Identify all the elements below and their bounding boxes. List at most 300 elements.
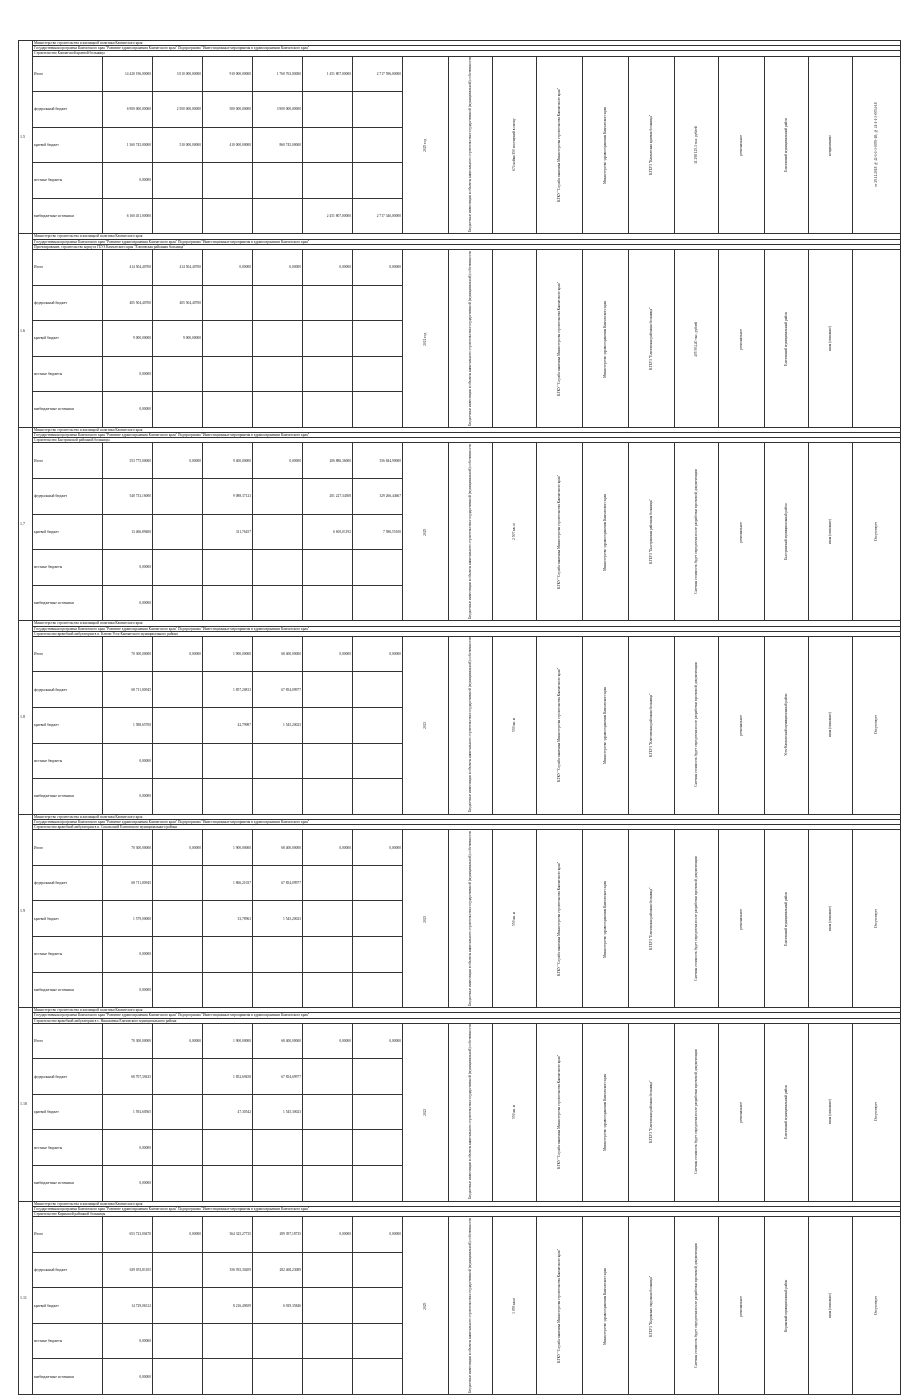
block-header-line: Строительство Корякской районной больницы xyxy=(33,1212,901,1217)
funding-amount xyxy=(253,1323,303,1359)
attribute-f8: Елизовский муниципальный район xyxy=(765,250,809,428)
funding-source: внебюджетные источники xyxy=(33,1166,103,1202)
funding-source: краевой бюджет xyxy=(33,514,103,550)
funding-amount xyxy=(353,901,403,937)
attribute-f3: КГКУ "Служба заказчика Министерства строительства Камчатского края" xyxy=(537,250,583,428)
funding-amount xyxy=(153,937,203,973)
funding-amount: 206 886,36000 xyxy=(303,443,353,479)
attribute-f5: КГБУЗ "Корякская окружная больница" xyxy=(629,1217,675,1395)
block-header-line: Министерство строительства и жилищной политики Камчатского края xyxy=(33,41,901,46)
funding-amount xyxy=(303,1166,353,1202)
funding-amount xyxy=(303,1130,353,1166)
funding-amount: 1 900,00000 xyxy=(203,830,253,866)
funding-amount xyxy=(303,392,353,428)
block-index: 1.7 xyxy=(19,427,33,620)
funding-amount: 1 852,69458 xyxy=(203,1059,253,1095)
funding-amount: 639 053,81105 xyxy=(103,1252,153,1288)
funding-amount xyxy=(303,550,353,586)
funding-amount xyxy=(303,937,353,973)
attribute-f7: региональное xyxy=(719,1023,765,1201)
funding-amount xyxy=(353,356,403,392)
funding-row xyxy=(19,636,901,672)
funding-amount xyxy=(303,865,353,901)
attribute-f3: КГКУ "Служба заказчика Министерства строительства Камчатского края" xyxy=(537,636,583,814)
funding-amount xyxy=(153,1166,203,1202)
funding-amount: 910 000,00000 xyxy=(203,56,253,92)
funding-amount xyxy=(353,1059,403,1095)
funding-amount: 0,00000 xyxy=(253,443,303,479)
attribute-f1: Бюджетные инвестиции в объекты капитального строительства государственной (муниципальной) собственности xyxy=(449,1023,493,1201)
funding-amount: 68 400,00000 xyxy=(253,1023,303,1059)
block-header-line: Строительство врачебной амбулатории в с. Николаевка Елизовского муниципального района xyxy=(33,1018,901,1023)
funding-amount xyxy=(353,708,403,744)
attribute-f10: от 29.11.2018 № 41-1-1-3-0055-18; № 41-1-1-3-0054-18 xyxy=(853,56,901,234)
attribute-f8: Быстринский муниципальный район xyxy=(765,443,809,621)
attribute-f8: Корякский муниципальный район xyxy=(765,1217,809,1395)
funding-amount xyxy=(253,198,303,234)
funding-amount: 8 216,49659 xyxy=(203,1288,253,1324)
funding-amount xyxy=(153,392,203,428)
funding-row xyxy=(19,830,901,866)
funding-amount: 9 088,37123 xyxy=(203,479,253,515)
funding-amount: 0,00000 xyxy=(103,779,153,815)
funding-amount xyxy=(353,1166,403,1202)
block-header-line: Строительство врачебной амбулатории в п. Сокольский Елизовского муниципального района xyxy=(33,825,901,830)
attribute-f1: Бюджетные инвестиции в объекты капитального строительства государственной (муниципальной) собственности xyxy=(449,443,493,621)
funding-amount: 1 900,00000 xyxy=(203,1023,253,1059)
attribute-f4: Министерство здравоохранения Камчатского края xyxy=(583,56,629,234)
attribute-year: 2023 xyxy=(403,636,449,814)
block-header-line: Строительство Камчатской краевой больницы xyxy=(33,51,901,56)
funding-source: местные бюджеты xyxy=(33,743,103,779)
funding-amount xyxy=(353,779,403,815)
funding-amount xyxy=(153,1288,203,1324)
funding-amount: 68 711,00945 xyxy=(103,672,153,708)
attribute-f4: Министерство здравоохранения Камчатского края xyxy=(583,636,629,814)
funding-amount xyxy=(203,1130,253,1166)
block-header-line: Государственная программа Камчатского края "Развитие здравоохранения Камчатского края" Подпрограмма "Инвестиционные мероприятия в здравоохранении Камчатского края" xyxy=(33,1206,901,1211)
funding-amount: 0,00000 xyxy=(153,636,203,672)
funding-amount: 0,00000 xyxy=(353,1217,403,1253)
attribute-f7: региональное xyxy=(719,56,765,234)
funding-amount: 0,00000 xyxy=(103,1359,153,1395)
attribute-f2: 550 кв. м xyxy=(493,830,537,1008)
funding-amount xyxy=(303,672,353,708)
block-header-line: Государственная программа Камчатского края "Развитие здравоохранения Камчатского края" Подпрограмма "Инвестиционные мероприятия в здравоохранении Камчатского края" xyxy=(33,239,901,244)
funding-source: внебюджетные источники xyxy=(33,392,103,428)
block-header-line: Государственная программа Камчатского края "Развитие здравоохранения Камчатского края" Подпрограмма "Инвестиционные мероприятия в здравоохранении Камчатского края" xyxy=(33,1013,901,1018)
attribute-f1: Бюджетные инвестиции в объекты капитального строительства государственной (муниципальной) собственности xyxy=(449,830,493,1008)
funding-amount: 0,00000 xyxy=(153,830,203,866)
funding-source: краевой бюджет xyxy=(33,901,103,937)
funding-amount: 0,00000 xyxy=(103,972,153,1008)
attribute-f3: КГКУ "Служба заказчика Министерства строительства Камчатского края" xyxy=(537,830,583,1008)
funding-amount xyxy=(303,321,353,357)
block-index: 1.8 xyxy=(19,621,33,814)
funding-amount xyxy=(153,1359,203,1395)
attribute-f7: региональное xyxy=(719,830,765,1008)
funding-amount: 47,30542 xyxy=(203,1094,253,1130)
attribute-f7: региональное xyxy=(719,636,765,814)
funding-amount xyxy=(303,972,353,1008)
funding-amount: 68 711,00945 xyxy=(103,865,153,901)
attribute-f10: Отсутствует xyxy=(853,1023,901,1201)
funding-source: местные бюджеты xyxy=(33,1130,103,1166)
block-header-line: Строительство Быстринской районной больницы xyxy=(33,438,901,443)
attribute-f6: 11 298 125,1 тыс. рублей xyxy=(675,56,719,234)
funding-amount xyxy=(153,479,203,515)
funding-row xyxy=(19,56,901,92)
block-header-line: Министерство строительства и жилищной политики Камчатского края xyxy=(33,814,901,819)
document-page xyxy=(18,40,880,1394)
funding-amount: 500 000,00000 xyxy=(203,92,253,128)
attribute-f6: Сметная стоимость будет определена после разработки проектной документации xyxy=(675,1217,719,1395)
funding-amount: 0,00000 xyxy=(103,1323,153,1359)
attribute-f3: КГКУ "Служба заказчика Министерства строительства Камчатского края" xyxy=(537,1023,583,1201)
funding-amount xyxy=(303,1059,353,1095)
attribute-f6: Сметная стоимость будет определена после разработки проектной документации xyxy=(675,830,719,1008)
attribute-f9: иная (описание) xyxy=(809,830,853,1008)
funding-amount: 410 000,00000 xyxy=(203,127,253,163)
funding-amount: 1 360 745,00000 xyxy=(103,127,153,163)
funding-row xyxy=(19,250,901,286)
attribute-f5: КГБУЗ "Елизовская районная больница" xyxy=(629,830,675,1008)
attribute-f9: иная (описание) xyxy=(809,1217,853,1395)
funding-amount xyxy=(303,1323,353,1359)
attribute-f4: Министерство здравоохранения Камчатского края xyxy=(583,1217,629,1395)
funding-source: федеральный бюджет xyxy=(33,92,103,128)
funding-source: Итого xyxy=(33,1217,103,1253)
attribute-year: 2025 xyxy=(403,1217,449,1395)
block-header-line: Государственная программа Камчатского края "Развитие здравоохранения Камчатского края" Подпрограмма "Инвестиционные мероприятия в здравоохранении Камчатского края" xyxy=(33,46,901,51)
attribute-f5: КГБУЗ "Камчатская краевая больница" xyxy=(629,56,675,234)
funding-source: Итого xyxy=(33,443,103,479)
funding-amount xyxy=(253,356,303,392)
funding-amount: 6 160 451,00000 xyxy=(103,198,153,234)
attribute-f9: иная (описание) xyxy=(809,1023,853,1201)
funding-amount: 1 866,21037 xyxy=(203,865,253,901)
funding-amount xyxy=(203,550,253,586)
attribute-f1: Бюджетные инвестиции в объекты капитального строительства государственной (муниципальной) собственности xyxy=(449,1217,493,1395)
funding-amount xyxy=(353,92,403,128)
funding-amount xyxy=(303,585,353,621)
attribute-f5: КГБУЗ "Ключевская районная больница" xyxy=(629,636,675,814)
funding-amount: 1 545,20023 xyxy=(253,901,303,937)
attribute-f10: Отсутствует xyxy=(853,636,901,814)
funding-amount: 9 400,00000 xyxy=(203,443,253,479)
funding-amount xyxy=(303,1288,353,1324)
funding-amount: 653 723,00470 xyxy=(103,1217,153,1253)
attribute-f1: Бюджетные инвестиции в объекты капитального строительства государственной (муниципальной) собственности xyxy=(449,250,493,428)
funding-amount xyxy=(303,779,353,815)
funding-amount: 414 504,40700 xyxy=(103,250,153,286)
funding-amount xyxy=(303,901,353,937)
funding-amount xyxy=(303,92,353,128)
attribute-f5: КГБУЗ "Быстринская районная больница" xyxy=(629,443,675,621)
block-index: 1.5 xyxy=(19,41,33,234)
funding-amount: 289 397,18735 xyxy=(253,1217,303,1253)
attribute-year: 2023 xyxy=(403,1023,449,1201)
funding-amount xyxy=(253,163,303,199)
funding-amount xyxy=(153,865,203,901)
funding-amount xyxy=(153,1323,203,1359)
funding-amount xyxy=(353,672,403,708)
funding-amount xyxy=(303,708,353,744)
attribute-f2 xyxy=(493,250,537,428)
block-index: 1.10 xyxy=(19,1008,33,1201)
funding-amount xyxy=(203,1323,253,1359)
block-index: 1.6 xyxy=(19,234,33,427)
funding-amount: 1 900,00000 xyxy=(203,636,253,672)
funding-amount xyxy=(203,972,253,1008)
funding-amount: 68 400,00000 xyxy=(253,830,303,866)
attribute-f4: Министерство здравоохранения Камчатского края xyxy=(583,1023,629,1201)
funding-amount xyxy=(203,779,253,815)
funding-amount xyxy=(303,285,353,321)
funding-amount: 282 468,23089 xyxy=(253,1252,303,1288)
block-header-row xyxy=(19,244,901,249)
funding-amount xyxy=(303,743,353,779)
funding-amount xyxy=(353,127,403,163)
funding-amount: 0,00000 xyxy=(103,392,153,428)
funding-source: краевой бюджет xyxy=(33,1094,103,1130)
funding-source: внебюджетные источники xyxy=(33,585,103,621)
funding-amount xyxy=(303,127,353,163)
attribute-f2: 3 059 кв.м xyxy=(493,1217,537,1395)
block-header-line: Министерство строительства и жилищной политики Камчатского края xyxy=(33,427,901,432)
funding-amount: 0,00000 xyxy=(103,585,153,621)
funding-source: внебюджетные источники xyxy=(33,1359,103,1395)
block-header-line: Проектирование, строительство корпуса ГБУЗ Камчатского края "Елизовская районная больница" xyxy=(33,244,901,249)
funding-amount xyxy=(153,779,203,815)
funding-amount xyxy=(253,779,303,815)
block-index: 1.11 xyxy=(19,1201,33,1394)
funding-amount: 2 717 346,00000 xyxy=(353,198,403,234)
funding-amount: 6 929,35846 xyxy=(253,1288,303,1324)
attribute-f8: Елизовский муниципальный район xyxy=(765,830,809,1008)
funding-amount: 0,00000 xyxy=(103,1130,153,1166)
funding-amount xyxy=(353,743,403,779)
attribute-f7: региональное xyxy=(719,443,765,621)
funding-amount: 68 707,39435 xyxy=(103,1059,153,1095)
funding-source: местные бюджеты xyxy=(33,937,103,973)
funding-amount: 70 300,00000 xyxy=(103,1023,153,1059)
funding-amount xyxy=(203,285,253,321)
attribute-f10: Отсутствует xyxy=(853,830,901,1008)
block-index: 1.9 xyxy=(19,814,33,1007)
funding-amount xyxy=(353,1130,403,1166)
funding-amount xyxy=(353,1252,403,1288)
funding-amount xyxy=(153,1252,203,1288)
funding-amount xyxy=(253,550,303,586)
funding-source: Итого xyxy=(33,636,103,672)
funding-row xyxy=(19,1023,901,1059)
funding-amount xyxy=(153,1130,203,1166)
funding-amount: 0,00000 xyxy=(303,1217,353,1253)
funding-source: краевой бюджет xyxy=(33,321,103,357)
funding-amount xyxy=(153,585,203,621)
funding-amount xyxy=(153,672,203,708)
attribute-f1: Бюджетные инвестиции в объекты капитального строительства государственной (муниципальной) собственности xyxy=(449,56,493,234)
funding-amount: 553 775,00000 xyxy=(103,443,153,479)
attribute-f1: Бюджетные инвестиции в объекты капитального строительства государственной (муниципальной) собственности xyxy=(449,636,493,814)
funding-amount: 1 857,20813 xyxy=(203,672,253,708)
funding-amount: 860 745,00000 xyxy=(253,127,303,163)
funding-amount xyxy=(253,392,303,428)
funding-amount: 0,00000 xyxy=(153,1023,203,1059)
attribute-f9: иная (описание) xyxy=(809,250,853,428)
funding-source: федеральный бюджет xyxy=(33,479,103,515)
funding-amount xyxy=(153,743,203,779)
funding-amount xyxy=(203,198,253,234)
funding-source: федеральный бюджет xyxy=(33,1252,103,1288)
funding-amount: 1 760 763,00000 xyxy=(253,56,303,92)
funding-amount: 311,76457 xyxy=(203,514,253,550)
funding-amount: 1 451 807,00000 xyxy=(303,56,353,92)
funding-amount xyxy=(253,743,303,779)
funding-amount: 356 844,90000 xyxy=(353,443,403,479)
funding-amount xyxy=(353,937,403,973)
funding-amount xyxy=(203,163,253,199)
funding-amount: 1 545,30023 xyxy=(253,1094,303,1130)
funding-amount: 0,00000 xyxy=(303,830,353,866)
funding-amount xyxy=(303,163,353,199)
block-header-line: Министерство строительства и жилищной политики Камчатского края xyxy=(33,234,901,239)
attribute-f4: Министерство здравоохранения Камчатского края xyxy=(583,250,629,428)
attribute-f10 xyxy=(853,250,901,428)
attribute-f3: КГКУ "Служба заказчика Министерства строительства Камчатского края" xyxy=(537,1217,583,1395)
funding-amount: 0,00000 xyxy=(103,1166,153,1202)
funding-amount xyxy=(353,550,403,586)
attribute-year: 2023 xyxy=(403,830,449,1008)
investment-table xyxy=(18,40,901,1395)
funding-amount xyxy=(253,514,303,550)
funding-amount xyxy=(253,1166,303,1202)
funding-amount: 540 733,16000 xyxy=(103,479,153,515)
funding-amount xyxy=(203,392,253,428)
funding-amount xyxy=(153,163,203,199)
attribute-f2: 2 507 кв. м xyxy=(493,443,537,621)
funding-source: федеральный бюджет xyxy=(33,285,103,321)
funding-source: федеральный бюджет xyxy=(33,672,103,708)
funding-amount: 0,00000 xyxy=(353,250,403,286)
funding-amount: 364 325,27735 xyxy=(203,1217,253,1253)
funding-amount xyxy=(153,972,203,1008)
funding-amount: 414 504,40700 xyxy=(153,250,203,286)
attribute-year: 2021 год xyxy=(403,250,449,428)
funding-amount: 9 000,00000 xyxy=(103,321,153,357)
funding-amount xyxy=(153,514,203,550)
funding-amount xyxy=(203,743,253,779)
funding-amount: 2 500 000,00000 xyxy=(153,92,203,128)
block-header-line: Строительство врачебной амбулатории в п. Ключи Усть-Камчатского муниципального района xyxy=(33,631,901,636)
funding-amount xyxy=(253,321,303,357)
attribute-f4: Министерство здравоохранения Камчатского края xyxy=(583,443,629,621)
funding-amount: 13 466,89400 xyxy=(103,514,153,550)
block-header-line: Государственная программа Камчатского края "Развитие здравоохранения Камчатского края" Подпрограмма "Инвестиционные мероприятия в здравоохранении Камчатского края" xyxy=(33,433,901,438)
funding-amount: 0,00000 xyxy=(303,1023,353,1059)
attribute-f10: Отсутствует xyxy=(853,443,901,621)
funding-amount: 9 000,00000 xyxy=(153,321,203,357)
funding-amount xyxy=(353,972,403,1008)
block-header-line: Государственная программа Камчатского края "Развитие здравоохранения Камчатского края" Подпрограмма "Инвестиционные мероприятия в здравоохранении Камчатского края" xyxy=(33,819,901,824)
funding-amount: 42,79987 xyxy=(203,708,253,744)
attribute-f5: КГБУЗ "Елизовская районная больница" xyxy=(629,1023,675,1201)
funding-amount xyxy=(303,356,353,392)
attribute-f9: неприменимо xyxy=(809,56,853,234)
funding-source: внебюджетные источники xyxy=(33,198,103,234)
attribute-f6: 405 504,40 тыс. рублей xyxy=(675,250,719,428)
funding-amount xyxy=(353,392,403,428)
funding-amount: 0,00000 xyxy=(353,830,403,866)
attribute-f4: Министерство здравоохранения Камчатского края xyxy=(583,830,629,1008)
attribute-f9: иная (описание) xyxy=(809,443,853,621)
funding-amount: 405 504,40700 xyxy=(103,285,153,321)
funding-source: местные бюджеты xyxy=(33,550,103,586)
funding-source: краевой бюджет xyxy=(33,127,103,163)
funding-amount xyxy=(253,1359,303,1395)
funding-amount: 0,00000 xyxy=(203,250,253,286)
funding-amount xyxy=(353,1288,403,1324)
funding-amount: 6 605,01192 xyxy=(303,514,353,550)
funding-amount xyxy=(303,1359,353,1395)
attribute-f7: региональное xyxy=(719,250,765,428)
funding-amount xyxy=(203,1359,253,1395)
funding-amount xyxy=(203,356,253,392)
funding-amount: 405 504,40700 xyxy=(153,285,203,321)
funding-amount xyxy=(353,585,403,621)
funding-amount xyxy=(253,937,303,973)
funding-amount xyxy=(253,1130,303,1166)
funding-source: Итого xyxy=(33,250,103,286)
funding-amount xyxy=(353,285,403,321)
funding-amount xyxy=(203,937,253,973)
funding-amount xyxy=(203,321,253,357)
funding-amount: 0,00000 xyxy=(153,443,203,479)
funding-amount: 1 579,00000 xyxy=(103,901,153,937)
attribute-f9: иная (описание) xyxy=(809,636,853,814)
funding-amount: 329 266,44667 xyxy=(353,479,403,515)
block-header-line: Министерство строительства и жилищной политики Камчатского края xyxy=(33,621,901,626)
funding-source: Итого xyxy=(33,56,103,92)
funding-amount xyxy=(353,1323,403,1359)
attribute-f2: 674 койки/150 посещений в смену xyxy=(493,56,537,234)
funding-amount: 14 420 196,00000 xyxy=(103,56,153,92)
funding-amount: 0,00000 xyxy=(353,1023,403,1059)
funding-amount: 1 592,60565 xyxy=(103,1094,153,1130)
funding-amount xyxy=(153,198,203,234)
block-header-line: Министерство строительства и жилищной политики Камчатского края xyxy=(33,1201,901,1206)
funding-amount: 0,00000 xyxy=(303,250,353,286)
funding-amount: 0,00000 xyxy=(103,356,153,392)
funding-amount: 7 586,55100 xyxy=(353,514,403,550)
attribute-f2: 550 кв. м xyxy=(493,636,537,814)
funding-source: Итого xyxy=(33,1023,103,1059)
attribute-f8: Елизовский муниципальный район xyxy=(765,56,809,234)
funding-amount: 2 717 596,00000 xyxy=(353,56,403,92)
attribute-f7: региональное xyxy=(719,1217,765,1395)
funding-amount: 2 451 807,00000 xyxy=(303,198,353,234)
funding-source: Итого xyxy=(33,830,103,866)
funding-amount xyxy=(153,356,203,392)
funding-amount xyxy=(203,585,253,621)
funding-amount: 3 900 000,00000 xyxy=(253,92,303,128)
funding-source: внебюджетные источники xyxy=(33,972,103,1008)
funding-amount: 3 010 000,00000 xyxy=(153,56,203,92)
attribute-f6: Сметная стоимость будет определена после разработки проектной документации xyxy=(675,443,719,621)
attribute-year: 2025 xyxy=(403,443,449,621)
funding-amount xyxy=(353,321,403,357)
